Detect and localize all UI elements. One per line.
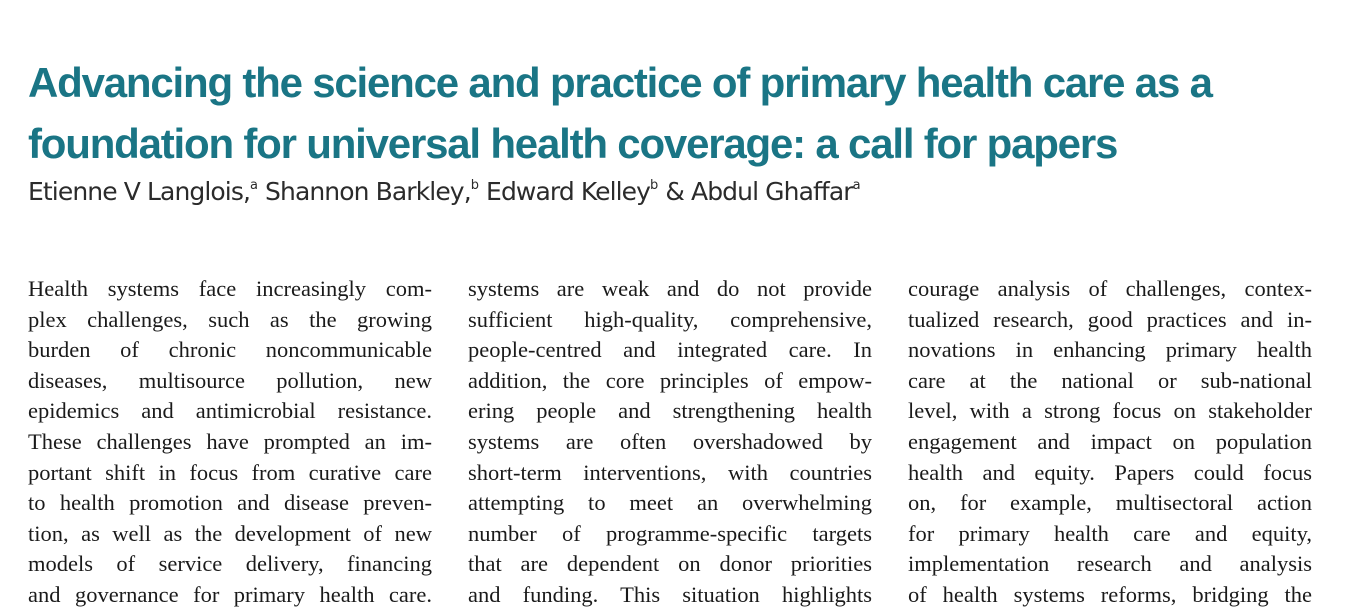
body-line: health and equity. Papers could focus (908, 459, 1312, 485)
body-line: plex challenges, such as the growing (28, 306, 432, 332)
body-line: These challenges have prompted an im- (28, 428, 432, 454)
body-line: and funding. This situation highlights (468, 581, 872, 607)
author-affiliation: a (250, 178, 258, 193)
body-line: diseases, multisource pollution, new (28, 367, 432, 393)
author-name: Shannon Barkley, (257, 177, 471, 206)
body-line: models of service delivery, financing (28, 551, 432, 577)
body-line: for primary health care and equity, (908, 520, 1312, 546)
body-line: portant shift in focus from curative care (28, 459, 432, 485)
body-line: to health promotion and disease preven- (28, 490, 432, 516)
body-line: Health systems face increasingly com- (28, 276, 432, 301)
title-line: Advancing the science and practice of primary health care as a (28, 59, 1212, 106)
body-line: burden of chronic noncommunicable (28, 337, 432, 363)
body-column-3 (908, 274, 1312, 614)
body-line: care at the national or sub-national (908, 367, 1312, 393)
body-line: systems are weak and do not provide (468, 276, 872, 301)
body-line: ering people and strengthening health (468, 398, 872, 424)
body-column-2 (468, 274, 872, 614)
body-column-1 (28, 274, 432, 614)
body-line: courage analysis of challenges, contex- (908, 276, 1312, 301)
body-line: tualized research, good practices and in- (908, 306, 1312, 332)
body-line: of health systems reforms, bridging the (908, 581, 1312, 607)
article-title (28, 52, 1328, 174)
author-affiliation: b (650, 178, 659, 193)
author-affiliation: b (470, 178, 480, 193)
author-name: Edward Kelley (479, 177, 651, 206)
body-line: implementation research and analysis (908, 551, 1312, 577)
body-line: number of programme-specific targets (468, 520, 872, 546)
body-line: tion, as well as the development of new (28, 520, 432, 546)
body-line: people-centred and integrated care. In (468, 337, 872, 363)
body-line: systems are often overshadowed by (468, 428, 872, 454)
author-list (28, 172, 861, 212)
body-line: novations in enhancing primary health (908, 337, 1312, 363)
body-line: on, for example, multisectoral action (908, 490, 1312, 516)
body-line: sufficient high-quality, comprehensive, (468, 306, 872, 332)
author-affiliation: a (852, 178, 861, 193)
body-line: that are dependent on donor priorities (468, 551, 872, 577)
title-line: foundation for universal health coverage: a call for papers (28, 120, 1118, 167)
body-line: addition, the core principles of empow- (468, 367, 872, 393)
body-line: short-term interventions, with countries (468, 459, 872, 485)
author-name: & Abdul Ghaffar (658, 177, 853, 206)
body-line: level, with a strong focus on stakeholder (908, 398, 1312, 424)
author-name: Etienne V Langlois, (28, 177, 251, 206)
body-line: epidemics and antimicrobial resistance. (28, 398, 432, 424)
body-line: and governance for primary health care. (28, 581, 432, 607)
body-line: engagement and impact on population (908, 428, 1312, 454)
body-line: attempting to meet an overwhelming (468, 490, 872, 516)
